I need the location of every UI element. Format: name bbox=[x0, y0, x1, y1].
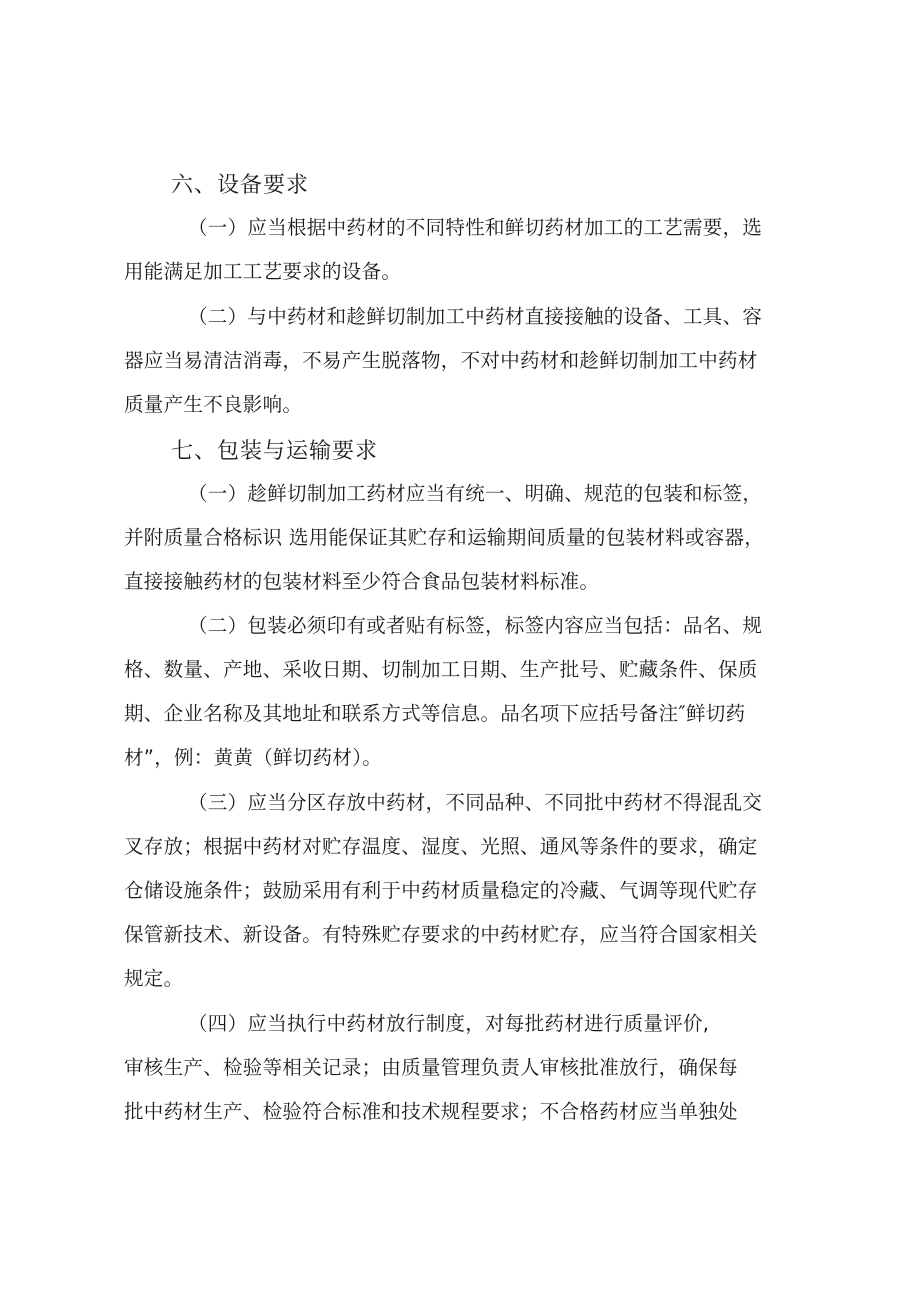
paragraph-line: 并附质量合格标识 选用能保证其贮存和运输期间质量的包装材料或容器， bbox=[124, 526, 765, 549]
section-heading-packaging-transport: 七、包装与运输要求 bbox=[171, 439, 379, 464]
paragraph-line: （二）与中药材和趁鲜切制加工中药材直接接触的设备、工具、容 bbox=[188, 305, 763, 328]
paragraph-line: （二）包装必须印有或者贴有标签，标签内容应当包括：品名、规 bbox=[188, 614, 763, 637]
paragraph-line: （一）应当根据中药材的不同特性和鲜切药材加工的工艺需要，选 bbox=[188, 216, 763, 239]
paragraph-line: （一）趁鲜切制加工药材应当有统一、明确、规范的包装和标签， bbox=[188, 482, 763, 505]
paragraph-line: 叉存放；根据中药材对贮存温度、湿度、光照、通风等条件的要求，确定 bbox=[124, 835, 758, 858]
paragraph-line: （四）应当执行中药材放行制度，对每批药材进行质量评价, bbox=[188, 1012, 710, 1035]
paragraph-line: 用能满足加工工艺要求的设备。 bbox=[124, 260, 402, 283]
paragraph-line: 规定。 bbox=[124, 967, 184, 990]
paragraph-line: 批中药材生产、检验符合标准和技术规程要求；不合格药材应当单独处 bbox=[124, 1100, 738, 1123]
paragraph-line: 审核生产、检验等相关记录；由质量管理负责人审核批准放行，确保每 bbox=[124, 1056, 738, 1079]
paragraph-line: 材”，例：黄黄（鲜切药材）。 bbox=[124, 746, 383, 769]
paragraph-line: （三）应当分区存放中药材，不同品种、不同批中药材不得混乱交 bbox=[188, 791, 763, 814]
paragraph-line: 质量产生不良影响。 bbox=[124, 393, 303, 416]
paragraph-line: 器应当易清洁消毒，不易产生脱落物，不对中药材和趁鲜切制加工中药材 bbox=[124, 349, 758, 372]
paragraph-line: 格、数量、产地、采收日期、切制加工日期、生产批号、贮藏条件、保质 bbox=[124, 658, 758, 681]
paragraph-line: 保管新技术、新设备。有特殊贮存要求的中药材贮存，应当符合国家相关 bbox=[124, 923, 758, 946]
section-heading-equipment: 六、设备要求 bbox=[171, 173, 310, 198]
paragraph-line: 直接接触药材的包装材料至少符合食品包装材料标准。 bbox=[124, 570, 600, 593]
paragraph-line: 仓储设施条件；鼓励采用有利于中药材质量稳定的冷藏、气调等现代贮存 bbox=[124, 879, 758, 902]
paragraph-line: 期、企业名称及其地址和联系方式等信息。品名项下应括号备注″鲜切药 bbox=[124, 702, 746, 725]
